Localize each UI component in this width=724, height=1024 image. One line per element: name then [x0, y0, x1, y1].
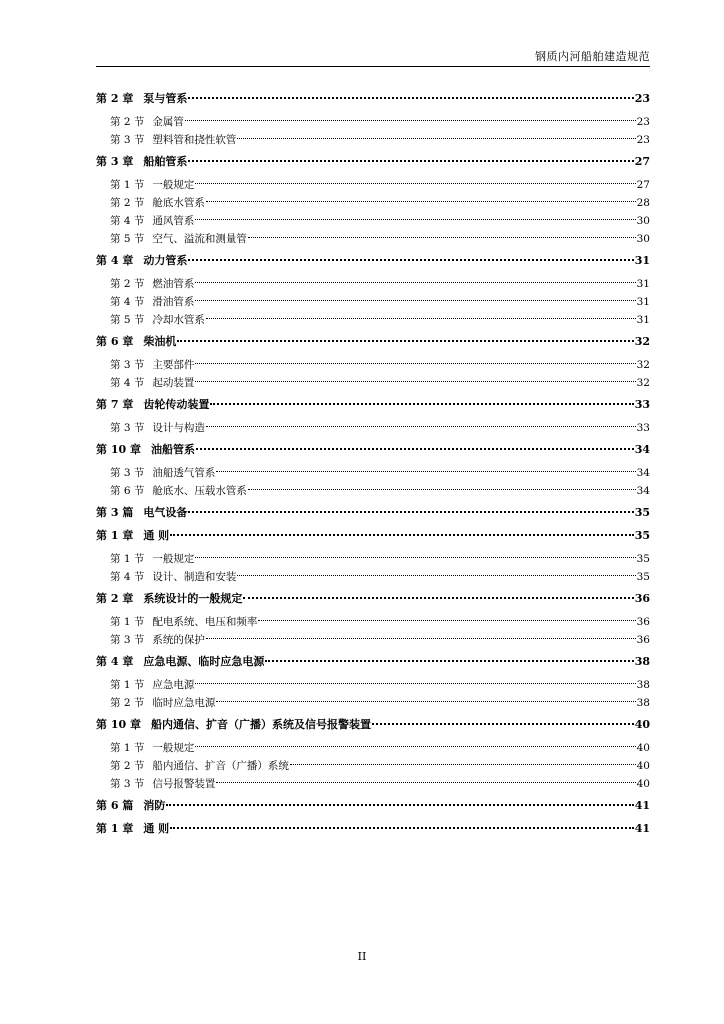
toc-entry-number: 第 3 节	[110, 359, 145, 371]
toc-entry-number: 第 4 节	[110, 215, 145, 227]
toc-section-entry[interactable]	[96, 194, 650, 212]
toc-chapter-entry[interactable]	[96, 590, 650, 608]
dot-leader	[188, 159, 633, 162]
toc-entry-page: 34	[636, 485, 650, 497]
toc-entry-label	[96, 90, 187, 108]
toc-entry-label	[110, 311, 205, 329]
toc-entry-title: 舱底水管系	[152, 197, 205, 209]
toc-entry-label	[110, 550, 194, 568]
toc-chapter-entry[interactable]	[96, 441, 650, 459]
dot-leader	[177, 339, 633, 342]
toc-entry-label	[110, 775, 215, 793]
toc-section-entry[interactable]	[96, 230, 650, 248]
toc-chapter-entry[interactable]	[96, 153, 650, 171]
toc-entry-title: 动力管系	[143, 254, 188, 267]
toc-section-entry[interactable]	[96, 568, 650, 586]
toc-entry-title: 一般规定	[152, 742, 195, 754]
toc-entry-page: 34	[634, 443, 650, 456]
toc-entry-label	[96, 252, 187, 270]
dot-leader	[290, 763, 636, 765]
toc-section-entry[interactable]	[96, 131, 650, 149]
dot-leader	[188, 96, 633, 99]
toc-entry-label	[96, 504, 187, 522]
toc-entry-label	[96, 153, 187, 171]
toc-section-entry[interactable]	[96, 757, 650, 775]
toc-section-entry[interactable]	[96, 739, 650, 757]
toc-entry-label	[110, 194, 205, 212]
dot-leader	[206, 200, 636, 202]
toc-section-entry[interactable]	[96, 631, 650, 649]
toc-chapter-entry[interactable]	[96, 396, 650, 414]
toc-entry-title: 配电系统、电压和频率	[152, 616, 258, 628]
dot-leader	[237, 574, 635, 576]
toc-entry-page: 36	[636, 616, 650, 628]
toc-entry-number: 第 4 章	[96, 254, 134, 267]
toc-entry-number: 第 2 章	[96, 592, 134, 605]
toc-entry-title: 冷却水管系	[152, 314, 205, 326]
toc-entry-number: 第 4 节	[110, 377, 145, 389]
toc-section-entry[interactable]	[96, 374, 650, 392]
toc-entry-label	[110, 176, 194, 194]
toc-chapter-entry[interactable]	[96, 504, 650, 522]
toc-entry-label	[96, 396, 209, 414]
toc-chapter-entry[interactable]	[96, 90, 650, 108]
dot-leader	[206, 425, 636, 427]
toc-entry-label	[110, 757, 289, 775]
toc-entry-page: 32	[636, 377, 650, 389]
toc-entry-label	[110, 676, 194, 694]
toc-entry-title: 空气、溢流和测量管	[152, 233, 247, 245]
toc-entry-title: 电气设备	[143, 506, 188, 519]
dot-leader	[237, 137, 635, 139]
dot-leader	[258, 619, 635, 621]
page-number: II	[357, 950, 367, 963]
toc-entry-number: 第 3 节	[110, 422, 145, 434]
dot-leader	[195, 281, 635, 283]
toc-entry-title: 系统的保护	[152, 634, 205, 646]
dot-leader	[265, 659, 633, 662]
toc-entry-page: 36	[636, 634, 650, 646]
toc-entry-title: 系统设计的一般规定	[143, 592, 243, 605]
toc-section-entry[interactable]	[96, 482, 650, 500]
toc-entry-label	[110, 113, 184, 131]
toc-entry-label	[110, 482, 247, 500]
toc-entry-page: 41	[634, 799, 650, 812]
toc-entry-page: 40	[636, 742, 650, 754]
dot-leader	[216, 700, 635, 702]
toc-section-entry[interactable]	[96, 419, 650, 437]
dot-leader	[248, 236, 636, 238]
toc-entry-number: 第 4 节	[110, 571, 145, 583]
dot-leader	[188, 258, 633, 261]
dot-leader	[195, 182, 635, 184]
toc-entry-number: 第 2 节	[110, 697, 145, 709]
dot-leader	[206, 317, 636, 319]
toc-section-entry[interactable]	[96, 676, 650, 694]
toc-entry-label	[110, 613, 257, 631]
toc-entry-label	[110, 374, 194, 392]
toc-entry-label	[96, 716, 371, 734]
dot-leader	[170, 826, 634, 829]
toc-section-entry[interactable]	[96, 464, 650, 482]
toc-section-entry[interactable]	[96, 775, 650, 793]
toc-entry-title: 一般规定	[152, 179, 195, 191]
toc-entry-page: 33	[636, 422, 650, 434]
dot-leader	[170, 533, 634, 536]
toc-entry-number: 第 3 节	[110, 134, 145, 146]
toc-entry-number: 第 7 章	[96, 398, 134, 411]
toc-entry-page: 27	[634, 155, 650, 168]
toc-entry-title: 信号报警装置	[152, 778, 216, 790]
toc-entry-number: 第 3 节	[110, 467, 145, 479]
toc-entry-number: 第 5 节	[110, 314, 145, 326]
toc-entry-title: 应急电源	[152, 679, 195, 691]
dot-leader	[206, 637, 636, 639]
toc-entry-number: 第 2 章	[96, 92, 134, 105]
toc-entry-title: 船内通信、扩音（广播）系统及信号报警装置	[150, 718, 371, 731]
toc-entry-page: 34	[636, 467, 650, 479]
toc-chapter-entry[interactable]	[96, 252, 650, 270]
toc-entry-title: 油船管系	[150, 443, 195, 456]
toc-section-entry[interactable]	[96, 293, 650, 311]
toc-entry-title: 主要部件	[152, 359, 195, 371]
toc-entry-number: 第 1 节	[110, 616, 145, 628]
toc-entry-number: 第 10 章	[96, 443, 141, 456]
toc-entry-page: 38	[634, 655, 650, 668]
toc-entry-label	[110, 568, 236, 586]
toc-entry-page: 35	[634, 529, 650, 542]
toc-entry-title: 设计、制造和安装	[152, 571, 237, 583]
toc-entry-number: 第 1 节	[110, 179, 145, 191]
toc-entry-page: 36	[634, 592, 650, 605]
toc-chapter-entry[interactable]	[96, 820, 650, 838]
dot-leader	[195, 380, 635, 382]
dot-leader	[216, 470, 635, 472]
toc-entry-number: 第 4 节	[110, 296, 145, 308]
toc-entry-page: 32	[634, 335, 650, 348]
toc-entry-page: 33	[634, 398, 650, 411]
toc-entry-label	[110, 631, 205, 649]
toc-entry-title: 舱底水、压载水管系	[152, 485, 247, 497]
toc-entry-label	[110, 694, 215, 712]
toc-entry-title: 柴油机	[143, 335, 177, 348]
toc-entry-number: 第 6 节	[110, 485, 145, 497]
toc-entry-page: 31	[634, 254, 650, 267]
toc-entry-title: 泵与管系	[143, 92, 188, 105]
toc-entry-number: 第 1 节	[110, 679, 145, 691]
dot-leader	[195, 556, 635, 558]
toc-entry-title: 起动装置	[152, 377, 195, 389]
toc-entry-number: 第 3 章	[96, 155, 134, 168]
toc-section-entry[interactable]	[96, 311, 650, 329]
toc-entry-page: 35	[636, 571, 650, 583]
toc-entry-title: 通 则	[143, 529, 170, 542]
dot-leader	[166, 803, 633, 806]
toc-entry-title: 金属管	[152, 116, 184, 128]
toc-entry-number: 第 4 章	[96, 655, 134, 668]
toc-entry-label	[96, 653, 264, 671]
toc-entry-number: 第 6 章	[96, 335, 134, 348]
toc-chapter-entry[interactable]	[96, 653, 650, 671]
page-header	[96, 50, 650, 67]
toc-entry-page: 31	[636, 296, 650, 308]
toc-entry-page: 27	[636, 179, 650, 191]
toc-entry-title: 滑油管系	[152, 296, 195, 308]
toc-entry-number: 第 3 篇	[96, 506, 134, 519]
toc-entry-label	[96, 797, 165, 815]
dot-leader	[195, 299, 635, 301]
toc-entry-page: 31	[636, 278, 650, 290]
toc-entry-title: 设计与构造	[152, 422, 205, 434]
toc-entry-title: 临时应急电源	[152, 697, 216, 709]
toc-entry-title: 齿轮传动装置	[143, 398, 210, 411]
toc-entry-number: 第 1 章	[96, 529, 134, 542]
toc-section-entry[interactable]	[96, 550, 650, 568]
toc-entry-page: 23	[636, 134, 650, 146]
dot-leader	[185, 119, 636, 121]
toc-entry-title: 应急电源、临时应急电源	[143, 655, 265, 668]
toc-entry-label	[96, 441, 195, 459]
toc-entry-title: 通风管系	[152, 215, 195, 227]
dot-leader	[188, 510, 633, 513]
toc-entry-number: 第 3 节	[110, 634, 145, 646]
toc-entry-number: 第 10 章	[96, 718, 141, 731]
document-title: 钢质内河船舶建造规范	[535, 50, 650, 63]
dot-leader	[195, 745, 635, 747]
toc-entry-title: 船舶管系	[143, 155, 188, 168]
dot-leader	[243, 596, 633, 599]
toc-entry-page: 40	[634, 718, 650, 731]
toc-entry-page: 23	[634, 92, 650, 105]
toc-entry-title: 通 则	[143, 822, 170, 835]
toc-entry-title: 消防	[143, 799, 166, 812]
toc-entry-label	[110, 419, 205, 437]
toc-entry-page: 40	[636, 760, 650, 772]
toc-entry-number: 第 2 节	[110, 278, 145, 290]
dot-leader	[195, 362, 635, 364]
toc-entry-page: 38	[636, 679, 650, 691]
toc-entry-page: 38	[636, 697, 650, 709]
toc-entry-page: 35	[636, 553, 650, 565]
toc-entry-page: 41	[634, 822, 650, 835]
toc-entry-title: 船内通信、扩音（广播）系统	[152, 760, 289, 772]
toc-entry-title: 一般规定	[152, 553, 195, 565]
toc-entry-number: 第 2 节	[110, 116, 145, 128]
toc-entry-number: 第 2 节	[110, 760, 145, 772]
dot-leader	[216, 781, 635, 783]
toc-section-entry[interactable]	[96, 356, 650, 374]
toc-entry-page: 32	[636, 359, 650, 371]
toc-entry-label	[110, 739, 194, 757]
toc-section-entry[interactable]	[96, 176, 650, 194]
toc-section-entry[interactable]	[96, 212, 650, 230]
toc-section-entry[interactable]	[96, 613, 650, 631]
toc-entry-page: 28	[636, 197, 650, 209]
dot-leader	[210, 402, 633, 405]
toc-entry-number: 第 6 篇	[96, 799, 134, 812]
toc-section-entry[interactable]	[96, 113, 650, 131]
toc-chapter-entry[interactable]	[96, 716, 650, 734]
dot-leader	[195, 218, 635, 220]
toc-entry-label	[96, 820, 169, 838]
toc-section-entry[interactable]	[96, 694, 650, 712]
dot-leader	[372, 722, 634, 725]
toc-entry-label	[110, 212, 194, 230]
toc-entry-label	[110, 131, 236, 149]
toc-entry-number: 第 1 节	[110, 553, 145, 565]
toc-entry-page: 31	[636, 314, 650, 326]
toc-entry-number: 第 1 节	[110, 742, 145, 754]
table-of-contents	[96, 86, 650, 843]
toc-entry-title: 油船透气管系	[152, 467, 216, 479]
toc-entry-label	[96, 333, 176, 351]
dot-leader	[195, 682, 635, 684]
toc-entry-label	[110, 293, 194, 311]
toc-entry-label	[110, 356, 194, 374]
toc-entry-page: 30	[636, 215, 650, 227]
dot-leader	[248, 488, 636, 490]
toc-entry-label	[110, 230, 247, 248]
toc-entry-page: 23	[636, 116, 650, 128]
toc-chapter-entry[interactable]	[96, 527, 650, 545]
toc-entry-number: 第 1 章	[96, 822, 134, 835]
toc-entry-label	[110, 464, 215, 482]
toc-entry-label	[96, 527, 169, 545]
toc-entry-label	[110, 275, 194, 293]
toc-entry-title: 燃油管系	[152, 278, 195, 290]
toc-entry-number: 第 3 节	[110, 778, 145, 790]
toc-entry-number: 第 2 节	[110, 197, 145, 209]
dot-leader	[196, 447, 634, 450]
toc-entry-page: 40	[636, 778, 650, 790]
toc-entry-label	[96, 590, 242, 608]
toc-section-entry[interactable]	[96, 275, 650, 293]
toc-chapter-entry[interactable]	[96, 797, 650, 815]
toc-chapter-entry[interactable]	[96, 333, 650, 351]
toc-entry-page: 30	[636, 233, 650, 245]
toc-entry-page: 35	[634, 506, 650, 519]
toc-entry-title: 塑料管和挠性软管	[152, 134, 237, 146]
toc-entry-number: 第 5 节	[110, 233, 145, 245]
